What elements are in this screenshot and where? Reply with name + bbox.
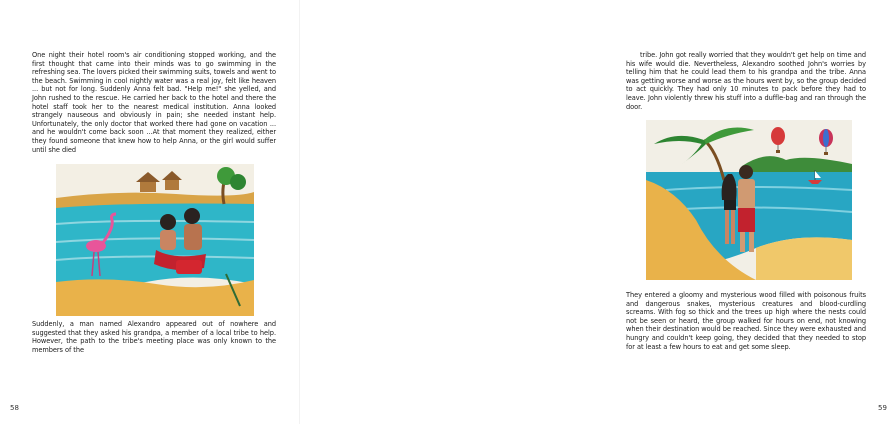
beach-rescue-illustration bbox=[56, 164, 254, 316]
right-page bbox=[300, 0, 887, 424]
left-page bbox=[0, 0, 300, 424]
left-paragraph-1: One night their hotel room's air conditioning stopped working, and the first thought that came into their minds was to go swimming in the refreshing sea. The lovers picked their swimming suits, towels and went to the beach. Swimming in cool nightly water was a real joy, felt like heaven ... but not for long. Suddenly Anna felt bad. "Help me!" she yelled, and John rushed to the rescue. He carried her back to the hotel and there the hotel staff took her to the nearest medical institution. Anna looked strangely nauseous and obviously in pain; she needed instant help. Unfortunately, the only doctor that worked there had gone on vacation ... and he wouldn't come back soon ...At that moment they realized, either they found someone that knew how to help Anna, or the girl would suffer until she died bbox=[32, 51, 276, 154]
right-paragraph-2: They entered a gloomy and mysterious wood filled with poisonous fruits and dangerous snakes, mysterious creatures and blood-curdling screams. With fog so thick and the trees up high where the nests could not be seen or heard, the group walked for hours on end, not knowing when their destination would be reached. Since they were exhausted and hungry and couldn't keep going, they decided that they needed to stop for at least a few hours to eat and get some sleep. bbox=[626, 291, 866, 351]
page-number-right: 59 bbox=[878, 404, 887, 412]
page-number-left: 58 bbox=[10, 404, 19, 412]
bag-icon bbox=[176, 260, 202, 274]
right-paragraph-1: tribe. John got really worried that they wouldn't get help on time and his wife would die. Nevertheless, Alexandro soothed John's worries by telling him that he could lead them to his grandpa and the tribe. Anna was getting worse and worse as the hours went by, so the group decided to act quickly. They had only 10 minutes to pack before they had to leave. John violently threw his stuff into a duffle-bag and ran through the door. bbox=[626, 51, 866, 111]
left-paragraph-2: Suddenly, a man named Alexandro appeared out of nowhere and suggested that they asked his grandpa, a member of a local tribe to help. However, the path to the tribe's meeting place was only known to the members of the bbox=[32, 320, 276, 354]
beach-couple-illustration bbox=[646, 120, 852, 280]
